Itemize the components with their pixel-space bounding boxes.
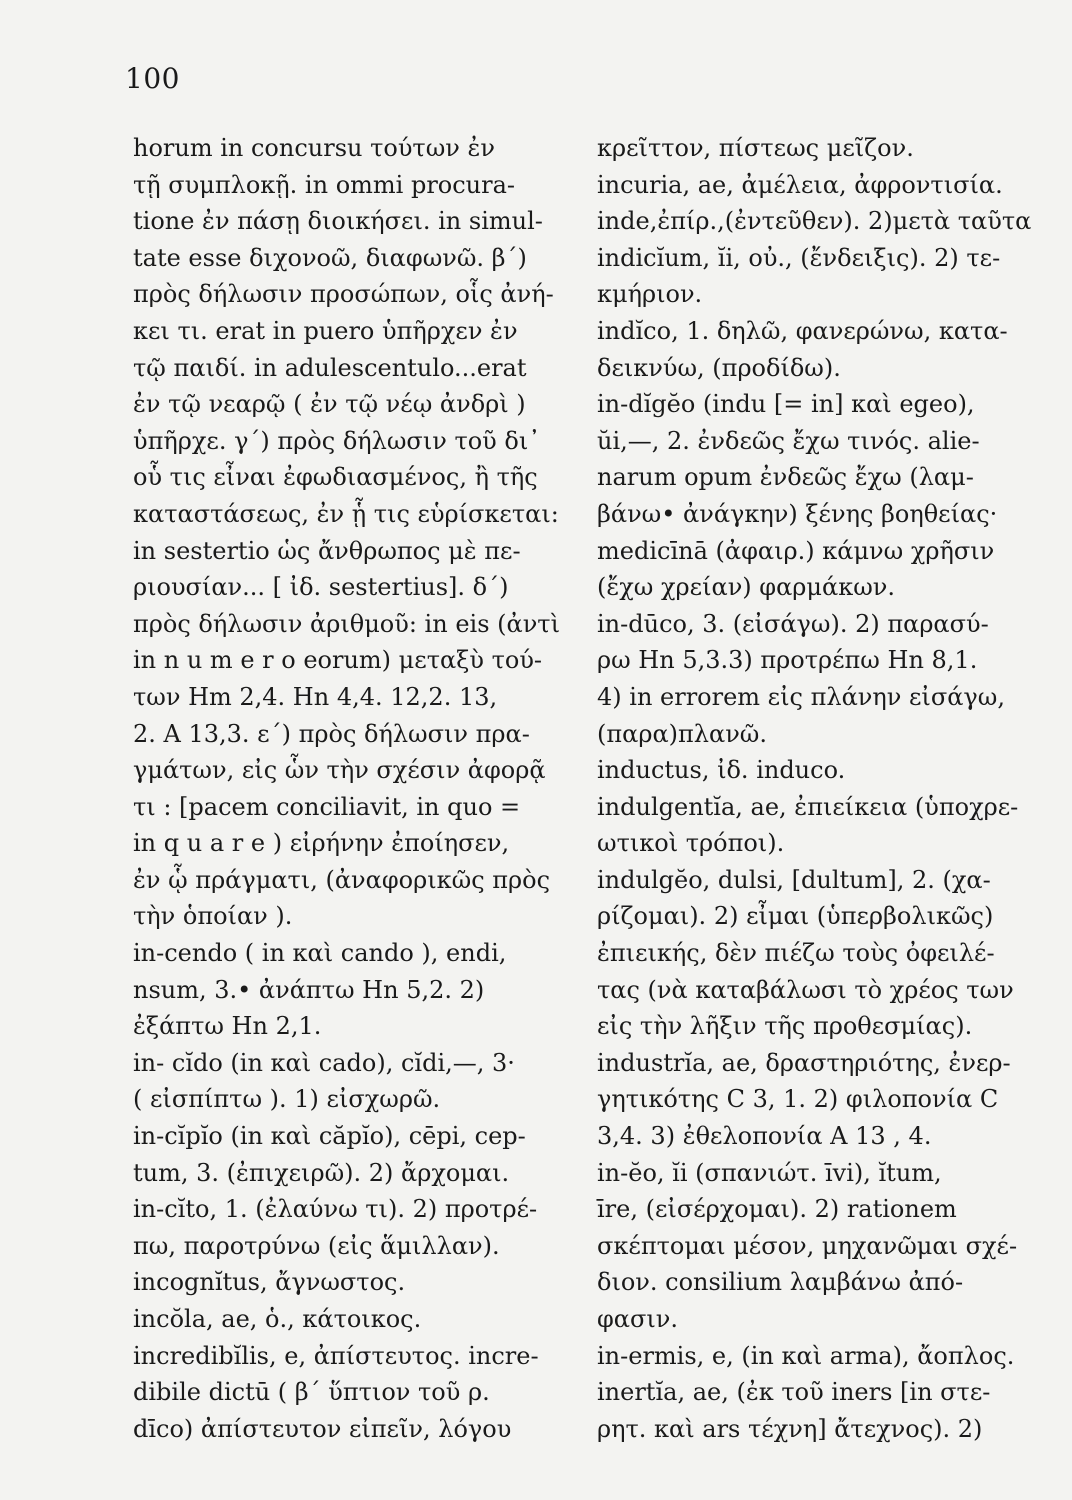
dictionary-line: τῷ παιδί. in adulescentulo...erat: [133, 353, 527, 382]
dictionary-line: ρω Hn 5,3.3) προτρέπω Hn 8,1.: [597, 646, 978, 675]
dictionary-line: in-ermis, e, (in καὶ arma), ἄοπλος.: [597, 1341, 1015, 1370]
dictionary-line: ἐπιεικής, δὲν πιέζω τοὺς ὀφειλέ-: [597, 939, 995, 968]
dictionary-line: in-cendo ( in καὶ cando ), endi,: [133, 939, 507, 968]
dictionary-line: narum opum ἐνδεῶς ἔχω (λαμ-: [597, 463, 974, 492]
dictionary-line: in- cĭdo (in καὶ cado), cĭdi,—, 3·: [133, 1048, 515, 1077]
dictionary-line: horum in concursu τούτων ἐν: [133, 134, 495, 162]
dictionary-column-left: [133, 130, 573, 1447]
dictionary-column-right: [597, 130, 1037, 1447]
dictionary-line: τῇ συμπλοκῇ. in ommi procura-: [133, 170, 516, 199]
dictionary-line: in-dĭgĕo (indu [= in] καὶ egeo),: [597, 390, 975, 419]
dictionary-line: medicīnā (ἀφαιρ.) κάμνω χρῆσιν: [597, 536, 995, 565]
page-number: 100: [125, 62, 180, 95]
dictionary-line: dibile dictū ( β΄ ὕπτιον τοῦ ρ.: [133, 1378, 490, 1407]
dictionary-line: indicĭum, ĭi, οὐ., (ἔνδειξις). 2) τε-: [597, 243, 1001, 272]
dictionary-line: 2. A 13,3. ε΄) πρὸς δήλωσιν πρα-: [133, 719, 530, 748]
dictionary-line: δεικνύω, (προδίδω).: [597, 353, 841, 382]
dictionary-line: ἐν τῷ νεαρῷ ( ἐν τῷ νέῳ ἀνδρὶ ): [133, 390, 526, 419]
dictionary-line: σκέπτομαι μέσον, μηχανῶμαι σχέ-: [597, 1231, 1018, 1260]
dictionary-line: πρὸς δήλωσιν ἀριθμοῦ: in eis (ἀντὶ: [133, 609, 560, 638]
dictionary-line: (παρα)πλανῶ.: [597, 719, 768, 748]
dictionary-line: dīco) ἀπίστευτον εἰπεῖν, λόγου: [133, 1414, 512, 1443]
dictionary-line: tate esse διχονοῶ, διαφωνῶ. β΄): [133, 243, 527, 272]
dictionary-line: incuria, ae, ἀμέλεια, ἀφροντισία.: [597, 170, 1003, 199]
dictionary-line: tum, 3. (ἐπιχειρῶ). 2) ἄρχομαι.: [133, 1158, 510, 1187]
dictionary-line: inde,ἐπίρ.,(ἐντεῦθεν). 2)μετὰ ταῦτα: [597, 207, 1032, 236]
dictionary-line: incŏla, ae, ὁ., κάτοικος.: [133, 1305, 422, 1333]
dictionary-line: των Hm 2,4. Hn 4,4. 12,2. 13,: [133, 682, 498, 711]
dictionary-line: ωτικοὶ τρόποι).: [597, 829, 785, 858]
dictionary-line: ριουσίαν... [ ἰδ. sestertius]. δ΄): [133, 573, 509, 602]
dictionary-line: εἰς τὴν λῆξιν τῆς προθεσμίας).: [597, 1012, 973, 1041]
dictionary-line: īre, (εἰσέρχομαι). 2) rationem: [597, 1195, 957, 1224]
dictionary-line: indulgentĭa, ae, ἐπιείκεια (ὑποχρε-: [597, 792, 1019, 821]
dictionary-line: incredibĭlis, e, ἀπίστευτος. incre-: [133, 1341, 539, 1370]
dictionary-line: ἐξάπτω Hn 2,1.: [133, 1012, 322, 1041]
dictionary-line: βάνω• ἀνάγκην) ξένης βοηθείας·: [597, 499, 998, 528]
dictionary-line: in-cĭto, 1. (ἐλαύνω τι). 2) προτρέ-: [133, 1195, 538, 1224]
dictionary-line: in n u m e r o eorum) μεταξὺ τού-: [133, 646, 543, 675]
dictionary-line: τι : [pacem conciliavit, in quo =: [133, 792, 521, 821]
dictionary-line: ἐν ᾧ πράγματι, (ἀναφορικῶς πρὸς: [133, 865, 551, 894]
dictionary-line: κμήριον.: [597, 280, 703, 309]
dictionary-line: ὑπῆρχε. γ΄) πρὸς δήλωσιν τοῦ δι᾽: [133, 426, 541, 455]
dictionary-line: κρεῖττον, πίστεως μεῖζον.: [597, 134, 914, 162]
dictionary-line: πω, παροτρύνω (εἰς ἅμιλλαν).: [133, 1231, 500, 1260]
dictionary-line: φασιν.: [597, 1305, 679, 1333]
dictionary-line: οὗ τις εἶναι ἐφωδιασμένος, ἢ τῆς: [133, 463, 538, 492]
dictionary-line: nsum, 3.• ἀνάπτω Hn 5,2. 2): [133, 975, 485, 1004]
dictionary-line: incognĭtus, ἄγνωστος.: [133, 1268, 406, 1297]
dictionary-line: in q u a r e ) εἰρήνην ἐποίησεν,: [133, 829, 510, 858]
dictionary-line: (ἔχω χρείαν) φαρμάκων.: [597, 573, 895, 602]
dictionary-line: in-dūco, 3. (εἰσάγω). 2) παρασύ-: [597, 609, 989, 638]
dictionary-line: inertĭa, ae, (ἐκ τοῦ iners [in στε-: [597, 1378, 991, 1407]
dictionary-line: ( εἰσπίπτω ). 1) εἰσχωρῶ.: [133, 1085, 441, 1114]
dictionary-line: καταστάσεως, ἐν ᾗ τις εὑρίσκεται:: [133, 499, 559, 528]
dictionary-line: in sestertio ὡς ἄνθρωπος μὲ πε-: [133, 536, 521, 565]
dictionary-line: in-ĕo, ĭi (σπανιώτ. īvi), ĭtum,: [597, 1158, 942, 1187]
dictionary-line: indulgĕo, dulsi, [dultum], 2. (χα-: [597, 865, 991, 894]
dictionary-line: γμάτων, εἰς ὧν τὴν σχέσιν ἀφορᾷ: [133, 756, 546, 785]
dictionary-line: κει τι. erat in puero ὑπῆρχεν ἐν: [133, 316, 518, 345]
dictionary-line: τας (νὰ καταβάλωσι τὸ χρέος των: [597, 975, 1014, 1004]
dictionary-line: 3,4. 3) ἐθελοπονία A 13 , 4.: [597, 1122, 932, 1151]
dictionary-line: indĭco, 1. δηλῶ, φανερώνω, κατα-: [597, 316, 1008, 345]
dictionary-line: industrĭa, ae, δραστηριότης, ἐνερ-: [597, 1048, 1011, 1077]
dictionary-line: γητικότης C 3, 1. 2) φιλοπονία C: [597, 1085, 999, 1114]
dictionary-line: in-cĭpĭo (in καὶ căpĭo), cēpi, cep-: [133, 1122, 526, 1151]
dictionary-line: ŭi,—, 2. ἐνδεῶς ἔχω τινός. alie-: [597, 426, 980, 455]
dictionary-line: διον. consilium λαμβάνω ἀπό-: [597, 1268, 964, 1297]
dictionary-line: ρητ. καὶ ars τέχνη] ἄτεχνος). 2): [597, 1414, 983, 1443]
dictionary-line: πρὸς δήλωσιν προσώπων, οἷς ἀνή-: [133, 280, 554, 309]
dictionary-line: inductus, ἰδ. induco.: [597, 756, 846, 785]
dictionary-line: tione ἐν πάσῃ διοικήσει. in simul-: [133, 207, 543, 236]
dictionary-line: 4) in errorem εἰς πλάνην εἰσάγω,: [597, 682, 1005, 711]
dictionary-line: ρίζομαι). 2) εἶμαι (ὑπερβολικῶς): [597, 902, 994, 931]
dictionary-line: τὴν ὁποίαν ).: [133, 902, 293, 931]
